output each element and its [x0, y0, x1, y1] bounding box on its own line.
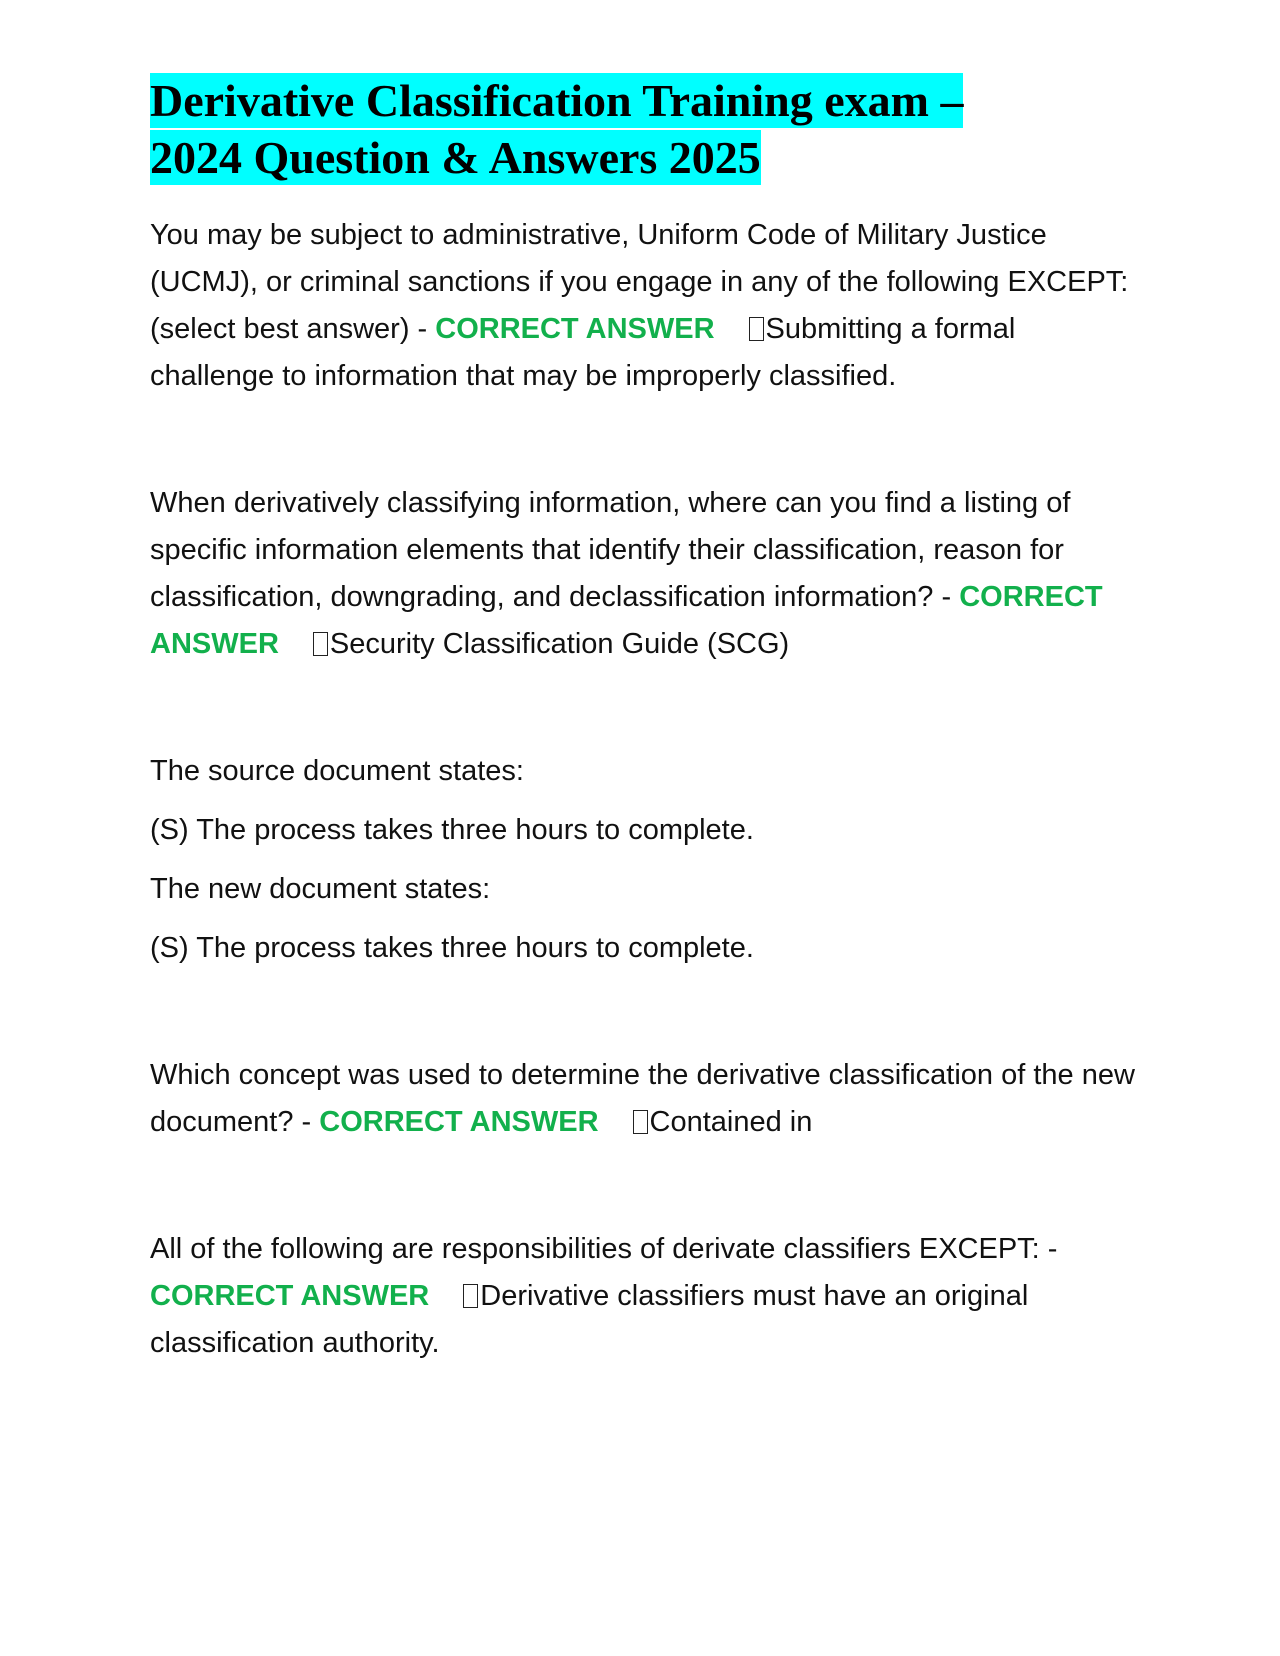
title-line-2: 2024 Question & Answers 2025 [150, 132, 761, 183]
correct-answer-label: CORRECT ANSWER [150, 1280, 430, 1312]
intro-line: The new document states: [150, 873, 491, 905]
document-title [150, 72, 1140, 186]
correct-answer-label: CORRECT ANSWER [150, 581, 1103, 660]
question-text: All of the following are responsibilities of derivate classifiers EXCEPT: - [150, 1233, 1058, 1265]
qa-item-2 [150, 480, 1140, 668]
question-text: When derivatively classifying information, where can you find a listing of specific information elements that identify their classification, reason for classification, downgrading, and declassification information? - [150, 487, 1071, 613]
missing-glyph-icon [313, 632, 328, 656]
question-text: Which concept was used to determine the derivative classification of the new document? - [150, 1059, 1135, 1138]
missing-glyph-icon [633, 1110, 648, 1134]
correct-answer-label: CORRECT ANSWER [435, 313, 715, 345]
title-line-1: Derivative Classification Training exam – [150, 75, 964, 126]
question-text: You may be subject to administrative, Uniform Code of Military Justice (UCMJ), or criminal sanctions if you engage in any of the following EXCEPT: (select best answer) - [150, 219, 1129, 345]
intro-line: (S) The process takes three hours to complete. [150, 814, 754, 846]
intro-line: The source document states: [150, 755, 524, 787]
intro-line: (S) The process takes three hours to complete. [150, 932, 754, 964]
document-content [150, 72, 1140, 1367]
answer-text: Submitting a formal challenge to information that may be improperly classified. [150, 313, 1016, 392]
missing-glyph-icon [749, 317, 764, 341]
qa-item-1 [150, 212, 1140, 400]
qa-item-4 [150, 1226, 1140, 1367]
missing-glyph-icon [463, 1284, 478, 1308]
qa-item-3 [150, 1052, 1140, 1146]
correct-answer-label: CORRECT ANSWER [319, 1106, 599, 1138]
answer-text: Derivative classifiers must have an original classification authority. [150, 1280, 1029, 1359]
answer-text: Security Classification Guide (SCG) [329, 628, 790, 660]
answer-text: Contained in [649, 1106, 813, 1138]
